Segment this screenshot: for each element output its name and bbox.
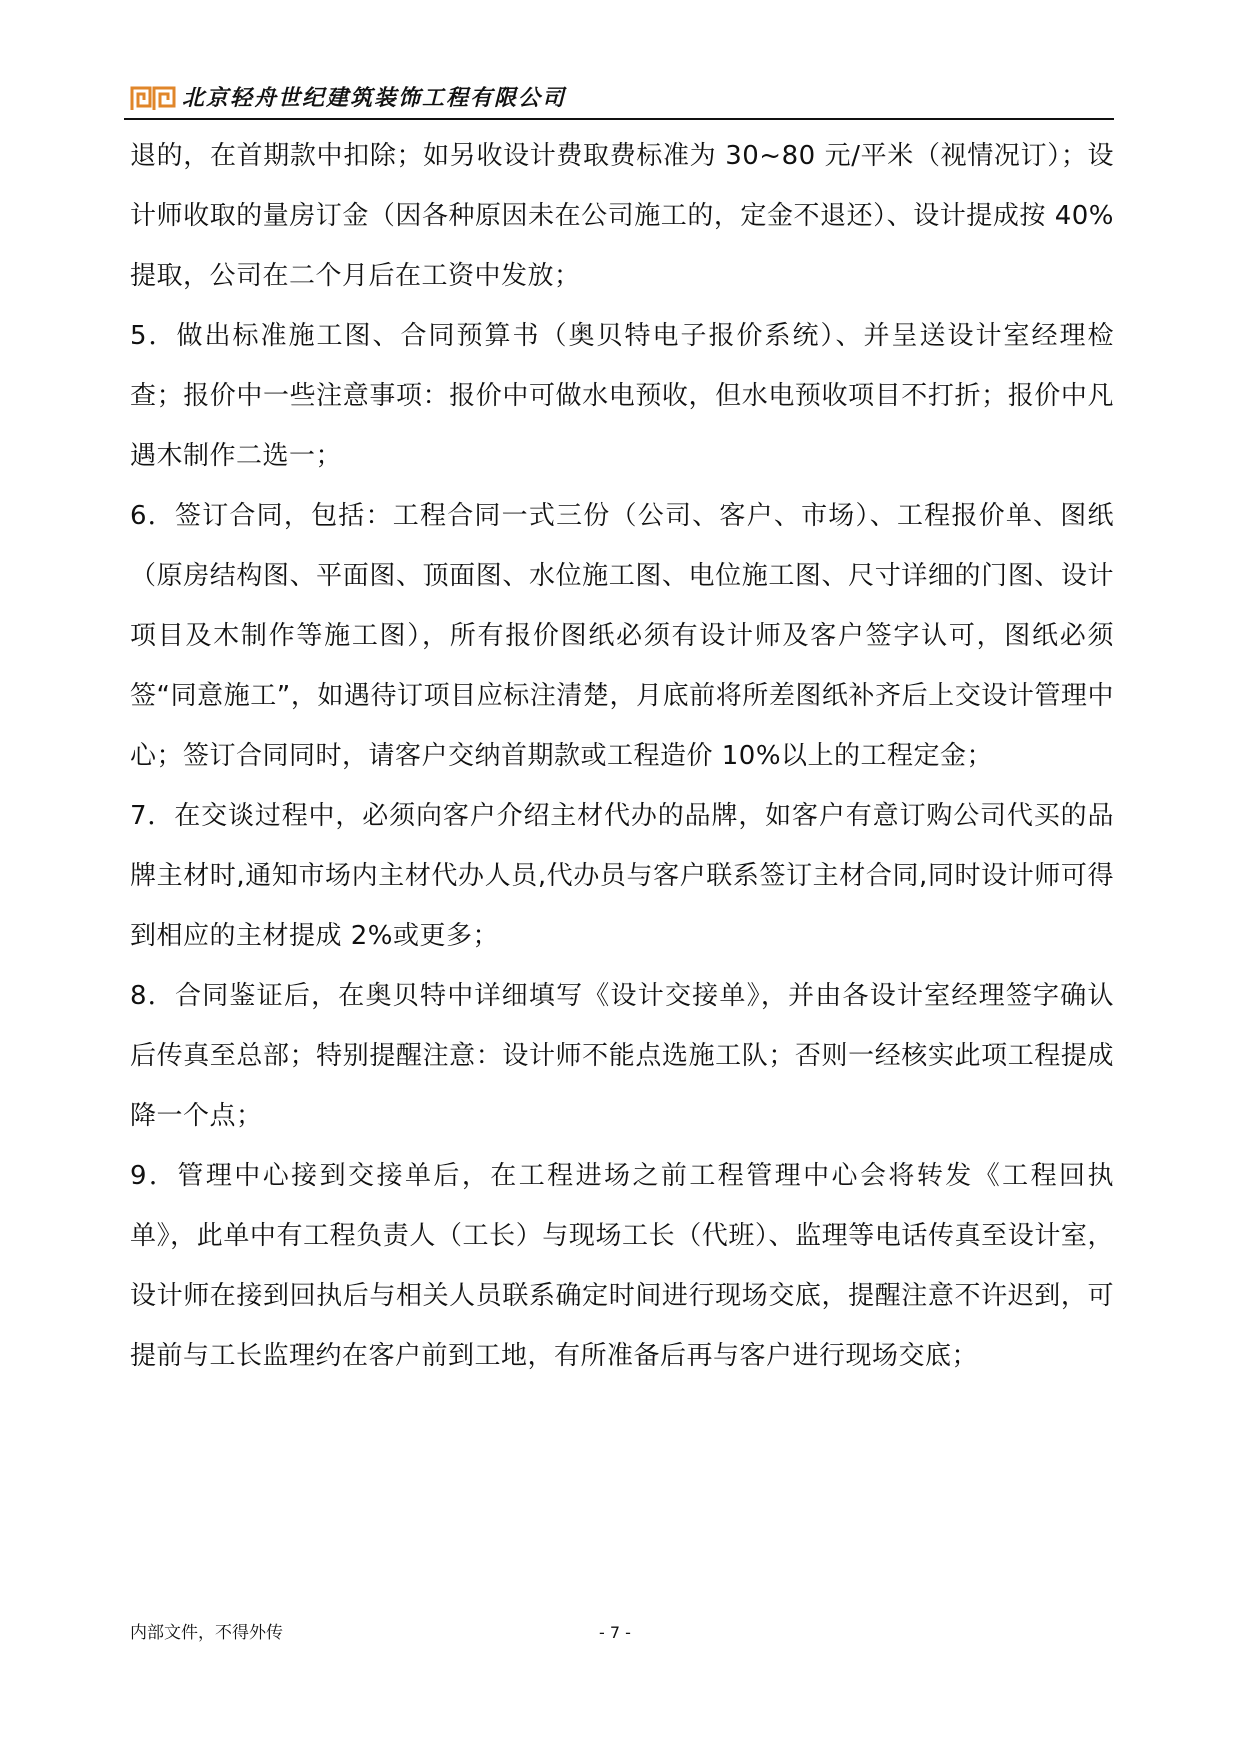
company-name: 北京轻舟世纪建筑装饰工程有限公司: [182, 86, 567, 111]
paragraph-item-8: 8．合同鉴证后，在奥贝特中详细填写《设计交接单》，并由各设计室经理签字确认后传真至总部；特别提醒注意：设计师不能点选施工队；否则一经核实此项工程提成降一个点；: [130, 981, 1114, 1131]
header-divider: [124, 118, 1114, 120]
paragraph-item-5: 5．做出标准施工图、合同预算书（奥贝特电子报价系统）、并呈送设计室经理检查；报价中一些注意事项：报价中可做水电预收，但水电预收项目不打折；报价中凡遇木制作二选一；: [130, 321, 1114, 471]
paragraph-item-6: 6．签订合同，包括：工程合同一式三份（公司、客户、市场）、工程报价单、图纸（原房结构图、平面图、顶面图、水位施工图、电位施工图、尺寸详细的门图、设计项目及木制作等施工图），所有报价图纸必须有设计师及客户签字认可，图纸必须签“同意施工”，如遇待订项目应标注清楚，月底前将所差图纸补齐后上交设计管理中心；签订合同同时，请客户交纳首期款或工程造价 10%以上的工程定金；: [130, 501, 1114, 771]
document-body: [130, 126, 1114, 1386]
paragraph-item-9: 9．管理中心接到交接单后，在工程进场之前工程管理中心会将转发《工程回执单》，此单中有工程负责人（工长）与现场工长（代班）、监理等电话传真至设计室，设计师在接到回执后与相关人员联系确定时间进行现场交底，提醒注意不许迟到，可提前与工长监理约在客户前到工地，有所准备后再与客户进行现场交底；: [130, 1161, 1114, 1371]
page-number: - 7 -: [599, 1623, 631, 1642]
paragraph-continuation: 退的，在首期款中扣除；如另收设计费取费标准为 30~80 元/平米（视情况订）；设计师收取的量房订金（因各种原因未在公司施工的，定金不退还）、设计提成按 40%提取，公司在二个月后在工资中发放；: [130, 141, 1114, 291]
footer-confidential-note: 内部文件，不得外传: [130, 1623, 283, 1643]
page-header: [130, 82, 1112, 118]
company-logo-meander-icon: [130, 86, 176, 112]
paragraph-item-7: 7．在交谈过程中，必须向客户介绍主材代办的品牌，如客户有意订购公司代买的品牌主材时,通知市场内主材代办人员,代办员与客户联系签订主材合同,同时设计师可得到相应的主材提成 2%或更多；: [130, 801, 1114, 951]
